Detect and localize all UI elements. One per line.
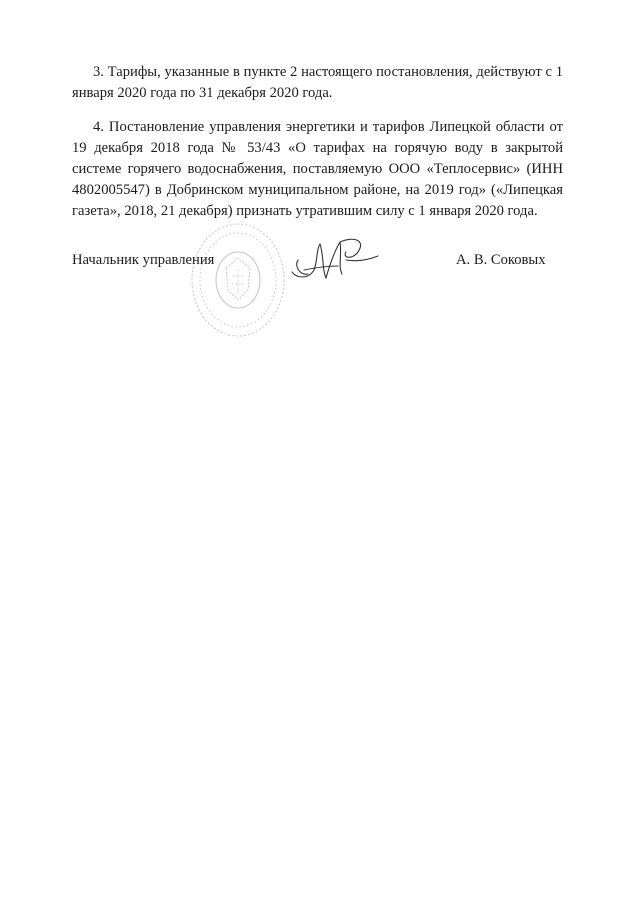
handwritten-signature-icon (286, 230, 381, 290)
position-title: Начальник управления (72, 252, 215, 268)
official-seal-icon (188, 220, 288, 340)
paragraph-4: 4. Постановление управления энергетики и тарифов Липецкой области от 19 декабря 2018 года № 53/43 «О тарифах на горячую воду в закрытой системе горячего водоснабжения, поставляемую ООО «Теплосервис» (ИНН 4802005547) в Добринском муниципальном районе, на 2019 год» («Липецкая газета», 2018, 21 декабря) признать утратившим силу с 1 января 2020 года. (72, 119, 563, 219)
paragraph-3: 3. Тарифы, указанные в пункте 2 настоящего постановления, действуют с 1 января 2020 года по 31 декабря 2020 года. (72, 64, 563, 101)
signer-name: А. В. Соковых (456, 252, 546, 268)
